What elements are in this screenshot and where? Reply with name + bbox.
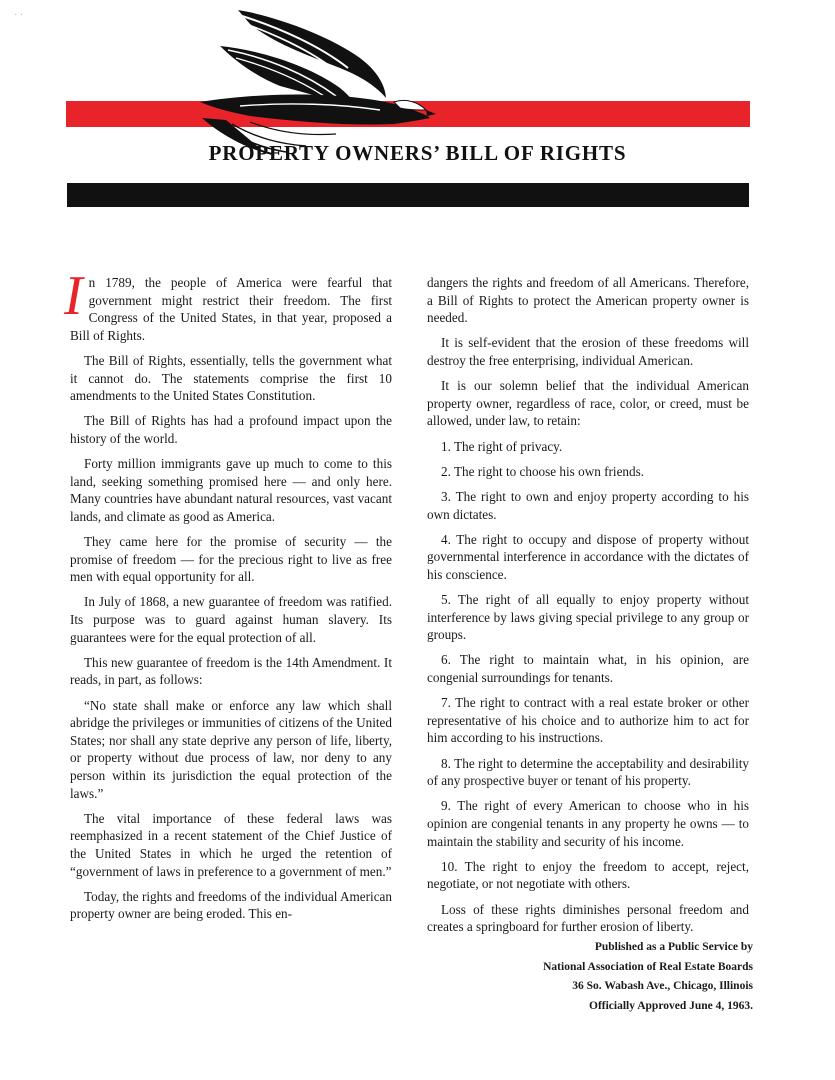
amendment-quote: “No state shall make or enforce any law which shall abridge the privileges or immunities of citizens of the United States; nor shall any state deprive any person of life, liberty, or property without due process of law, nor deny to any person within its jurisdiction the equal protection of the laws.” xyxy=(70,697,392,801)
eagle-icon xyxy=(180,6,440,156)
black-banner-bar xyxy=(67,183,749,207)
left-column xyxy=(64,265,392,931)
drop-cap: I xyxy=(64,265,83,327)
footer-line: 36 So. Wabash Ave., Chicago, Illinois xyxy=(572,980,753,992)
right-column xyxy=(427,274,749,943)
right-item: 5. The right of all equally to enjoy property without interference by laws giving special privilege to any group or groups. xyxy=(427,592,749,643)
paragraph: It is our solemn belief that the individual American property owner, regardless of race, color, or creed, must be allowed, under law, to retain: xyxy=(427,378,749,429)
right-item: 9. The right of every American to choose who in his opinion are congenial tenants in any property he owns — to maintain the stability and security of his income. xyxy=(427,798,749,849)
intro-paragraph xyxy=(64,265,392,344)
right-item: 4. The right to occupy and dispose of property without governmental interference in accordance with the dictates of his conscience. xyxy=(427,531,749,582)
right-item: 7. The right to contract with a real estate broker or other representative of his choice and to authorize him to act for him according to his instructions. xyxy=(427,695,749,746)
right-item: 10. The right to enjoy the freedom to accept, reject, negotiate, or not negotiate with others. xyxy=(427,858,749,892)
right-item: 2. The right to choose his own friends. xyxy=(441,463,645,479)
paragraph: This new guarantee of freedom is the 14th Amendment. It reads, in part, as follows: xyxy=(70,654,392,688)
continuation-paragraph: dangers the rights and freedom of all Americans. Therefore, a Bill of Rights to protect the American property owner is needed. xyxy=(427,275,749,326)
paragraph: Today, the rights and freedoms of the individual American property owner are being eroded. This en- xyxy=(70,888,392,922)
paragraph: The vital importance of these federal laws was reemphasized in a recent statement of the Chief Justice of the United States in which he urged the retention of “government of laws in preference to a government of men.” xyxy=(70,810,392,879)
paragraph: In July of 1868, a new guarantee of freedom was ratified. Its purpose was to guard against human slavery. Its guarantees were for the equal protection of all. xyxy=(70,594,392,645)
footer-line: Published as a Public Service by xyxy=(594,941,753,953)
right-item: 1. The right of privacy. xyxy=(441,438,563,454)
publisher-footer xyxy=(543,938,753,1016)
paragraph: Forty million immigrants gave up much to come to this land, seeking something promised here — and only here. Many countries have abundant natural resources, vast vacant lands, and climate as good as America. xyxy=(70,456,392,524)
page-title: PROPERTY OWNERS’ BILL OF RIGHTS xyxy=(208,141,627,165)
corner-marks: · · xyxy=(14,10,24,21)
footer-line: Officially Approved June 4, 1963. xyxy=(589,999,753,1012)
paragraph: The Bill of Rights has had a profound impact upon the history of the world. xyxy=(70,413,392,446)
paragraph: The Bill of Rights, essentially, tells the government what it cannot do. The statements comprise the first 10 amendments to the United States Constitution. xyxy=(70,352,392,404)
paragraph: It is self-evident that the erosion of these freedoms will destroy the free enterprising, individual American. xyxy=(427,335,749,368)
right-item: 8. The right to determine the acceptability and desirability of any prospective buyer or tenant of his property. xyxy=(427,755,749,789)
footer-line: National Association of Real Estate Boards xyxy=(543,960,753,973)
paragraph: They came here for the promise of security — the promise of freedom — for the precious right to live as free men with equal opportunity for all. xyxy=(70,534,392,585)
intro-text: n 1789, the people of America were fearful that government might restrict their freedom. The first Congress of the United States, in that year, proposed a Bill of Rights. xyxy=(70,275,392,343)
closing-paragraph: Loss of these rights diminishes personal freedom and creates a springboard for further erosion of liberty. xyxy=(427,901,749,935)
right-item: 6. The right to maintain what, in his opinion, are congenial surroundings for tenants. xyxy=(427,652,749,686)
right-item: 3. The right to own and enjoy property according to his own dictates. xyxy=(427,488,749,522)
